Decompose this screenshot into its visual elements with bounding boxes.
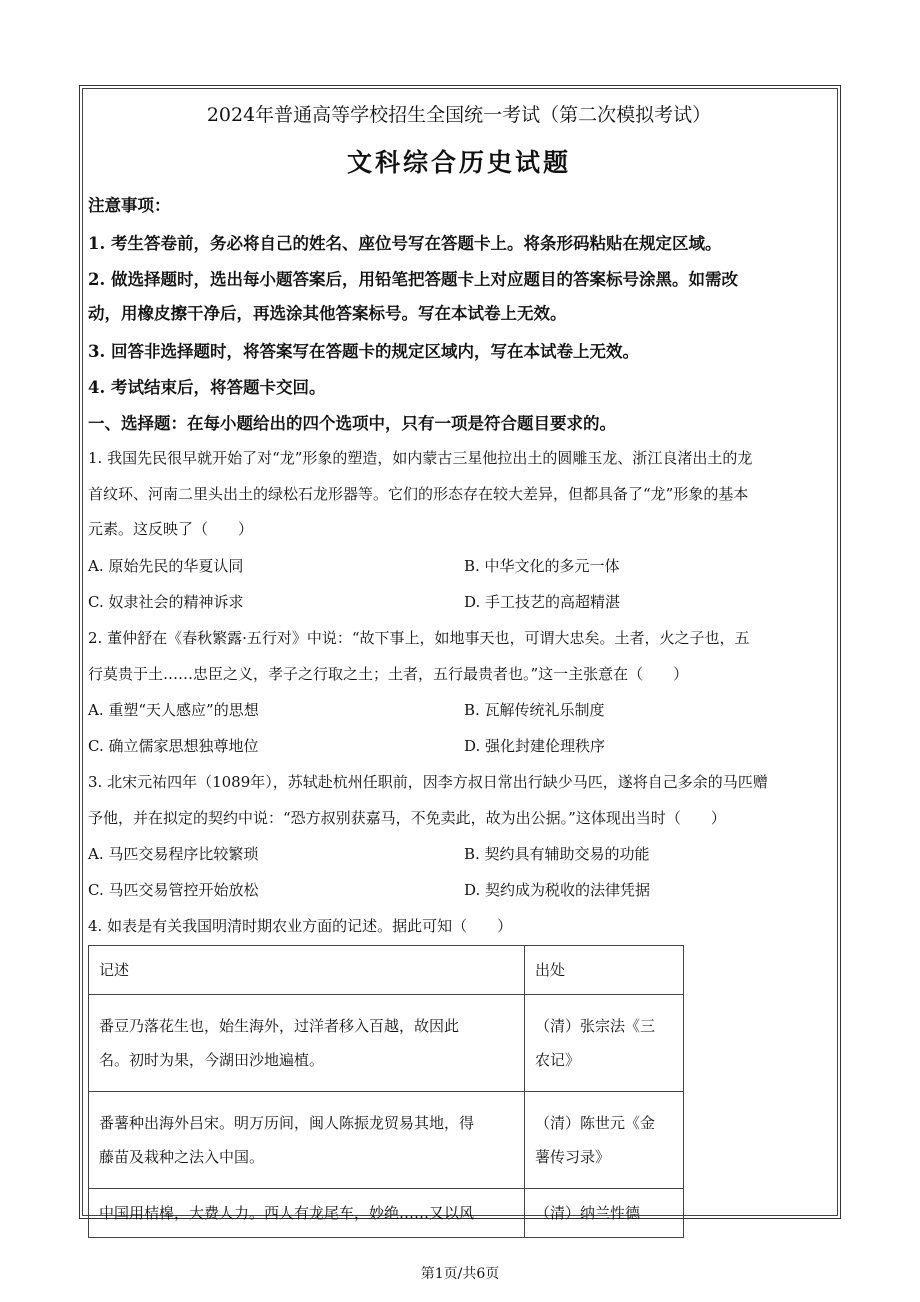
question-1-option-c: C. 奴隶社会的精神诉求 [88, 593, 244, 611]
notice-heading: 注意事项： [88, 196, 171, 215]
table-header-source: 出处 [525, 946, 684, 995]
table-cell-record [89, 1092, 525, 1189]
table-cell-source [525, 995, 684, 1092]
exam-title: 2024年普通高等学校招生全国统一考试（第二次模拟考试） [206, 104, 712, 126]
table-cell-record [89, 1189, 525, 1238]
question-3-option-a: A. 马匹交易程序比较繁琐 [88, 845, 259, 863]
question-2-option-c: C. 确立儒家思想独尊地位 [88, 737, 259, 755]
table-cell-record-line: 中国用桔槔，大费人力。西人有龙尾车，妙绝……又以风 [99, 1204, 475, 1222]
table-cell-record-line: 番豆乃落花生也，始生海外，过洋者移入百越，故因此 [99, 1017, 460, 1035]
table-cell-source-line: （清）纳兰性德 [535, 1204, 641, 1222]
table-cell-record-line: 番薯种出海外吕宋。明万历间，闽人陈振龙贸易其地，得 [99, 1114, 475, 1132]
page-number: 第1页/共6页 [420, 1266, 500, 1282]
table-cell-source-line: 薯传习录》 [535, 1148, 611, 1166]
table-row [89, 995, 684, 1092]
question-2-option-d: D. 强化封建伦理秩序 [464, 737, 606, 755]
question-3-option-b: B. 契约具有辅助交易的功能 [464, 845, 650, 863]
notice-item-1: 1. 考生答卷前，务必将自己的姓名、座位号写在答题卡上。将条形码粘贴在规定区域。 [88, 234, 722, 253]
table-row [89, 1189, 684, 1238]
question-3-option-c: C. 马匹交易管控开始放松 [88, 881, 259, 899]
notice-item-2-cont: 动，用橡皮擦干净后，再选涂其他答案标号。写在本试卷上无效。 [88, 304, 567, 323]
exam-subtitle: 文科综合历史试题 [346, 148, 571, 177]
question-3-option-d: D. 契约成为税收的法律凭据 [464, 881, 651, 899]
question-4-line-1: 4. 如表是有关我国明清时期农业方面的记述。据此可知（ ） [88, 917, 513, 935]
question-1-option-a: A. 原始先民的华夏认同 [88, 557, 244, 575]
table-cell-record-line: 藤苗及栽种之法入中国。 [99, 1148, 265, 1166]
table-header-record: 记述 [89, 946, 525, 995]
question-1-line-2: 首纹环、河南二里头出土的绿松石龙形器等。它们的形态存在较大差异，但都具备了“龙”形象的基本 [88, 485, 749, 503]
table-cell-source-line: （清）陈世元《金 [535, 1114, 656, 1132]
question-2-line-2: 行莫贵于土……忠臣之义，孝子之行取之土；土者，五行最贵者也。”这一主张意在（ ） [88, 665, 689, 683]
question-1-line-3: 元素。这反映了（ ） [88, 520, 254, 538]
question-1-option-b: B. 中华文化的多元一体 [464, 557, 620, 575]
notice-item-2: 2. 做选择题时，选出每小题答案后，用铅笔把答题卡上对应题目的答案标号涂黑。如需改 [88, 270, 738, 289]
table-cell-source-line: 农记》 [535, 1051, 581, 1069]
question-1-line-1: 1. 我国先民很早就开始了对“龙”形象的塑造，如内蒙古三星他拉出土的圆雕玉龙、浙江良渚出土的龙 [88, 449, 753, 467]
question-2-option-a: A. 重塑“天人感应”的思想 [88, 701, 259, 719]
question-2-line-1: 2. 董仲舒在《春秋繁露·五行对》中说：“故下事上，如地事天也，可谓大忠矣。土者，火之子也，五 [88, 629, 750, 647]
notice-item-3: 3. 回答非选择题时，将答案写在答题卡的规定区域内，写在本试卷上无效。 [88, 342, 639, 361]
question-1-option-d: D. 手工技艺的高超精湛 [464, 593, 621, 611]
section-heading: 一、选择题：在每小题给出的四个选项中，只有一项是符合题目要求的。 [88, 414, 616, 433]
question-2-option-b: B. 瓦解传统礼乐制度 [464, 701, 605, 719]
table-cell-source [525, 1189, 684, 1238]
table-row [89, 1092, 684, 1189]
table-cell-source [525, 1092, 684, 1189]
records-table [88, 945, 684, 1238]
table-cell-source-line: （清）张宗法《三 [535, 1017, 656, 1035]
table-header-row [89, 946, 684, 995]
notice-item-4: 4. 考试结束后，将答题卡交回。 [88, 378, 326, 397]
table-cell-record-line: 名。初时为果，今湖田沙地遍植。 [99, 1051, 325, 1069]
question-3-line-1: 3. 北宋元祐四年（1089年），苏轼赴杭州任职前，因李方叔日常出行缺少马匹，遂将自己多余的马匹赠 [88, 773, 768, 791]
question-3-line-2: 予他，并在拟定的契约中说：“恐方叔别获嘉马，不免卖此，故为出公据。”这体现出当时（ ） [88, 809, 726, 827]
table-cell-record [89, 995, 525, 1092]
